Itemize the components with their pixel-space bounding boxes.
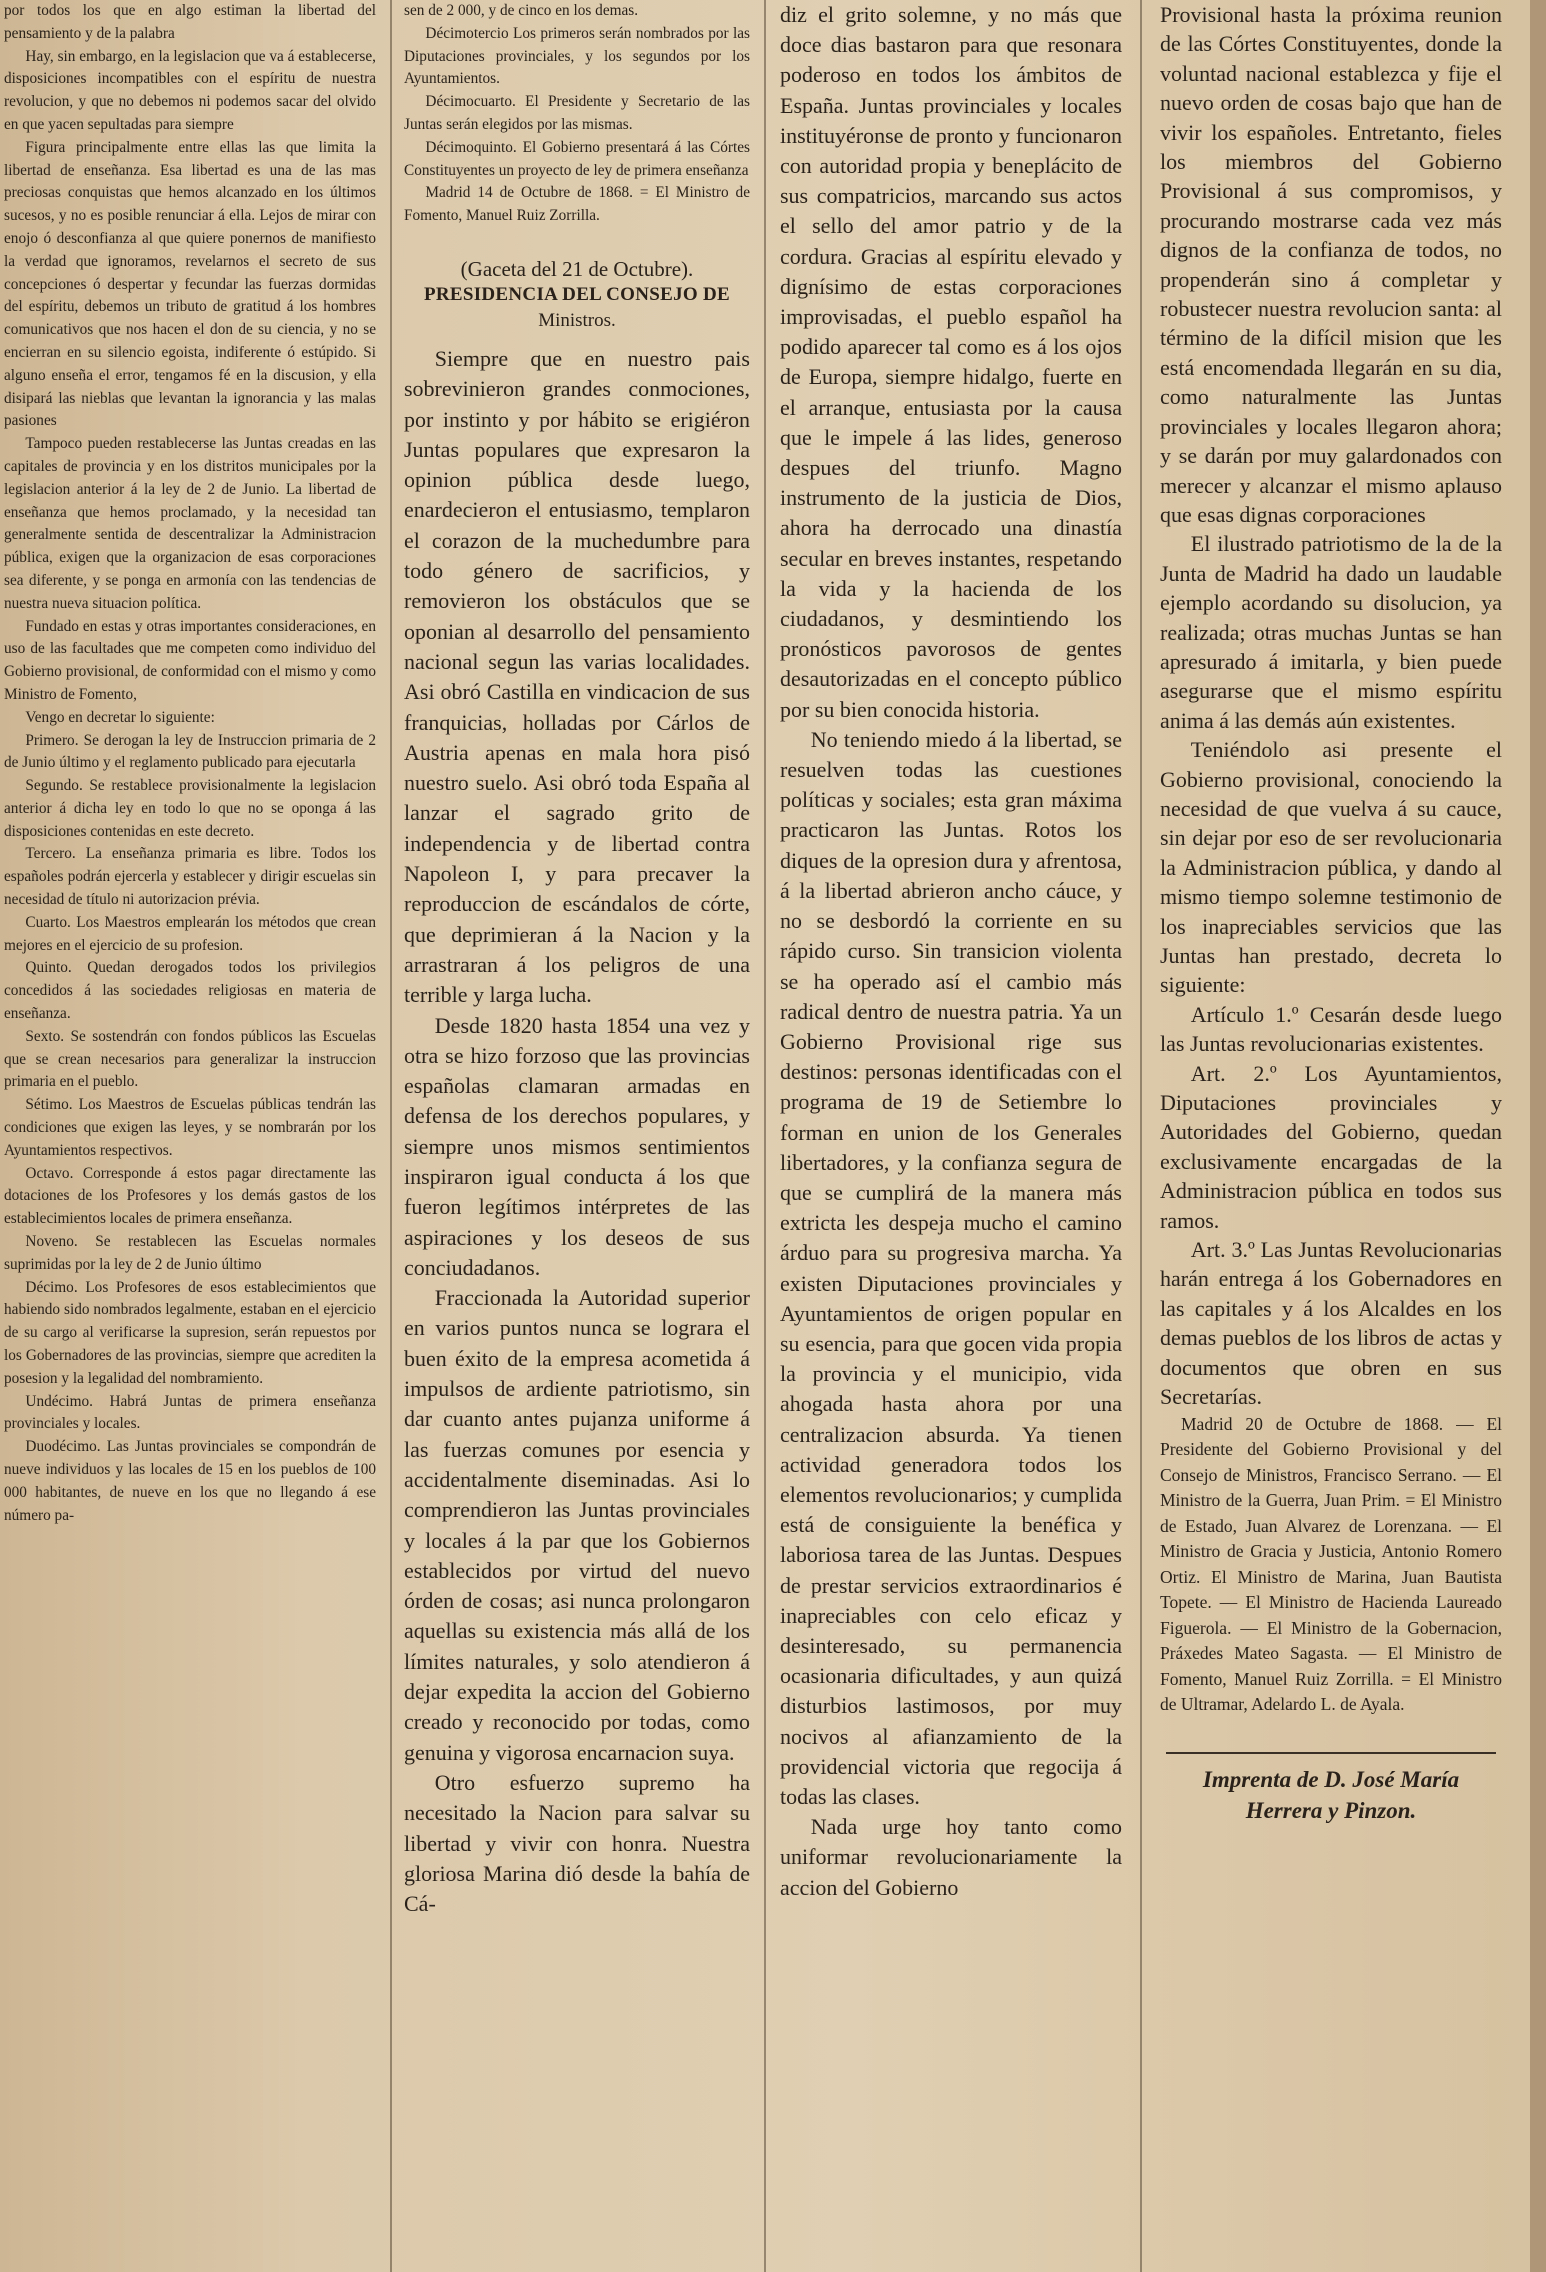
decree-article: Segundo. Se restablece provisionalmente la legislacion anterior á dicha ley en todo lo que no se oponga á las disposiciones contenidas en este decreto.: [4, 777, 376, 840]
decree-article: Cuarto. Los Maestros emplearán los métodos que crean mejores en el ejercicio de su profesion.: [4, 913, 376, 954]
col3-paragraph: No teniendo miedo á la libertad, se resuelven todas las cuestiones políticas y sociales; esta gran máxima practicaron las Juntas. Rotos los diques de la opresion dura y afrentosa, á la libertad abrieron ancho cáuce, y no se desbordó la corriente en su rápido curso. Sin transicion violenta se ha operado así el cambio más radical dentro de nuestra patria. Ya un Gobierno Provisional rige sus destinos: personas identificadas con el programa de 19 de Setiembre lo forman en union de los Generales libertadores, y la confianza segura de que se cumplirá de la manera más extricta les despeja mucho el camino árduo para su progresiva marcha. Ya existen Diputaciones provinciales y Ayuntamientos de origen popular en su esencia, para que gocen vida propia la provincia y el municipio, vida ahogada hasta ahora por una centralizacion absurda. Ya tienen actividad generadora todos los elementos revolucionarios; y cumplida está de consiguiente la benéfica y laboriosa tarea de las Juntas. Despues de prestar servicios extraordinarios é inapreciables con celo eficaz y desinteresado, su permanencia ocasionaria dificultades, y aun quizá disturbios lastimosos, por muy nocivos al afianzamiento de la providencial victoria que regocija á todas las clases.: [780, 726, 1122, 1809]
section-heading: PRESIDENCIA DEL CONSEJO DE: [423, 283, 731, 305]
decree-article: Décimo. Los Profesores de esos establecimientos que habiendo sido nombrados legalmente, estaban en el ejercicio de su cargo al verificarse la supresion, serán repuestos por los Gobernadores de las provincias, siempre que acrediten la posesion y la legalidad del nombramiento.: [4, 1278, 376, 1387]
col2-paragraph: Otro esfuerzo supremo ha necesitado la Nacion para salvar su libertad y vivir con honra. Nuestra gloriosa Marina dió desde la bahía de Cá-: [404, 1769, 750, 1917]
decree-article: Quinto. Quedan derogados todos los privilegios concedidos á las sociedades religiosas en materia de enseñanza.: [4, 959, 376, 1023]
col4-paragraph: El ilustrado patriotismo de la de la Junta de Madrid ha dado un laudable ejemplo acordando su disolucion, ya realizada; otras muchas Juntas se han apresurado á imitarla, y bien puede asegurarse que el mismo espíritu anima á las demás aún existentes.: [1160, 531, 1502, 733]
section-subheading: Ministros.: [538, 309, 616, 331]
decree-article: Artículo 1.º Cesarán desde luego las Juntas revolucionarias existentes.: [1160, 1001, 1502, 1057]
decree-article: Octavo. Corresponde á estos pagar directamente las dotaciones de los Profesores y los demás gastos de los establecimientos locales de primera enseñanza.: [4, 1164, 376, 1228]
decree-article: Décimocuarto. El Presidente y Secretario de las Juntas serán elegidos por las mismas.: [404, 93, 750, 133]
col2-paragraph: Siempre que en nuestro pais sobrevinieron grandes conmociones, por instinto y por hábito se erigiéron Juntas populares que expresaron la opinion pública desde luego, enardecieron el entusiasmo, templaron el corazon de la muchedumbre para todo género de sacrificios, y removieron los obstáculos que se oponian al desarrollo del pensamiento nacional segun las varias localidades. Asi obró Castilla en vindicacion de sus franquicias, holladas por Cárlos de Austria apenas en mala hora pisó nuestro suelo. Asi obró toda España al lanzar el sagrado grito de independencia y de libertad contra Napoleon I, y para precaver la reproduccion de escándalos de córte, que deprimieran á la Nacion y la arrastraran á los peligros de una terrible y larga lucha.: [404, 345, 750, 1008]
ministers-signature: Madrid 20 de Octubre de 1868. — El Presidente del Gobierno Provisional y del Consejo de Ministros, Francisco Serrano. — El Ministro de la Guerra, Juan Prim. = El Ministro de Estado, Juan Alvarez de Lorenzana. — El Ministro de Gracia y Justicia, Antonio Romero Ortiz. El Ministro de Marina, Juan Bautista Topete. — El Ministro de Hacienda Laureado Figuerola. — El Ministro de la Gobernacion, Práxedes Mateo Sagasta. — El Ministro de Fomento, Manuel Ruiz Zorrilla. = El Ministro de Ultramar, Adelardo L. de Ayala.: [1160, 1413, 1502, 1714]
col1-paragraph: Vengo en decretar lo siguiente:: [25, 708, 215, 726]
col3-paragraph: Nada urge hoy tanto como uniformar revolucionariamente la accion del Gobierno: [780, 1814, 1122, 1900]
decree-article: Undécimo. Habrá Juntas de primera enseñanza provinciales y locales.: [4, 1392, 376, 1433]
page-edge: [1530, 0, 1546, 2272]
decree-signature: Madrid 14 de Octubre de 1868. = El Ministro de Fomento, Manuel Ruiz Zorrilla.: [404, 184, 750, 225]
decree-article: Sétimo. Los Maestros de Escuelas públicas tendrán las condiciones que exigen las leyes, y se nombrarán por los Ayuntamientos respectivos.: [4, 1096, 376, 1159]
column-4: [1160, 0, 1502, 2272]
column-3: [780, 0, 1122, 2272]
printer-line: Imprenta de D. José María: [1202, 1766, 1460, 1792]
col4-paragraph: Provisional hasta la próxima reunion de las Córtes Constituyentes, donde la voluntad nacional establezca y fije el nuevo orden de cosas bajo que han de vivir los españoles. Entretanto, fieles los miembros del Gobierno Provisional á sus compromisos, y procurando mostrarse cada vez más dignos de la confianza de todos, no propenderán sino á completar y robustecer nuestra revolucion santa: al término de la difícil mision que les está encomendada llegarán en su dia, como naturalmente las Juntas provinciales y locales llegaron ahora; y se darán por muy galardonados con merecer y alcanzar el mismo aplauso que esas dignas corporaciones: [1160, 2, 1502, 527]
col1-paragraph: Fundado en estas y otras importantes consideraciones, en uso de las facultades que me competen como individuo del Gobierno provisional, de conformidad con el mismo y como Ministro de Fomento,: [4, 617, 376, 703]
col3-paragraph: diz el grito solemne, y no más que doce dias bastaron para que resonara poderoso en todos los ámbitos de España. Juntas provinciales y locales instituyéronse de pronto y funcionaron con autoridad propia y beneplácito de sus compatricios, marcando sus actos el sello del amor patrio y de la cordura. Gracias al espíritu elevado y dignísimo de estas corporaciones improvisadas, el pueblo español ha podido aparecer tal como es á los ojos de Europa, siempre hidalgo, fuerte en el arranque, entusiasta por la causa que le impele á las lides, generoso despues del triunfo. Magno instrumento de la justicia de Dios, ahora ha derrocado una dinastía secular en breves instantes, respetando la vida y la hacienda de los ciudadanos, y desmintiendo los pronósticos pavorosos de gentes desautorizadas en el concepto público por su bien conocida historia.: [780, 2, 1122, 722]
column-2: [404, 0, 750, 2272]
decree-article: Primero. Se derogan la ley de Instruccion primaria de 2 de Junio último y el reglamento publicado para ejecutarla: [4, 731, 376, 772]
decree-article: Art. 3.º Las Juntas Revolucionarias harán entrega á los Gobernadores en las capitales y á los Alcaldes en los demas pueblos de los libros de actas y documentos que obren en sus Secretarías.: [1160, 1237, 1502, 1410]
decree-article: Art. 2.º Los Ayuntamientos, Diputaciones provinciales y Autoridades del Gobierno, quedan exclusivamente encargadas de la Administracion pública en todos sus ramos.: [1160, 1060, 1502, 1233]
decree-article: Duodécimo. Las Juntas provinciales se compondrán de nueve individuos y las locales de 15 en los pueblos de 100 000 habitantes, de nueve en los que no llegando á ese número pa-: [4, 1438, 376, 1524]
col2-paragraph: Desde 1820 hasta 1854 una vez y otra se hizo forzoso que las provincias españolas clamaran armadas en defensa de los derechos populares, y siempre unos mismos sentimientos inspiraron igual conducta á los que fueron legítimos intérpretes de las aspiraciones y los deseos de sus conciudadanos.: [404, 1012, 750, 1280]
decree-article: Tercero. La enseñanza primaria es libre. Todos los españoles podrán ejercerla y establecer y dirigir escuelas sin necesidad de título ni autorizacion prévia.: [4, 845, 376, 909]
col4-paragraph: Teniéndolo asi presente el Gobierno provisional, conociendo la necesidad de que vuelva á su cauce, sin dejar por eso de ser revolucionaria la Administracion pública, y dando al mismo tiempo solemne testimonio de los inapreciables servicios que las Juntas han prestado, decreta lo siguiente:: [1160, 737, 1502, 998]
decree-article: Noveno. Se restablecen las Escuelas normales suprimidas por la ley de 2 de Junio último: [4, 1233, 376, 1273]
decree-article: Sexto. Se sostendrán con fondos públicos las Escuelas que se crean necesarios para generalizar la instruccion primaria en el pueblo.: [4, 1027, 376, 1091]
column-1: [4, 0, 376, 2272]
col1-paragraph: Figura principalmente entre ellas las que limita la libertad de enseñanza. Esa libertad es una de las mas preciosas conquistas que hemos alcanzado en los últimos sucesos, y no es posible renunciar á ella. Lejos de mirar con enojo ó desconfianza al que quiere ponernos de manifiesto la verdad que ignoramos, revelarnos el secreto de sus concepciones ó despertar y fecundar las fuerzas dormidas del espíritu, debemos un tributo de gratitud á los hombres comunicativos que nos hacen el don de su ciencia, y no se encierran en su silencio egoista, indiferente ó estúpido. Si alguno enseña el error, tengamos fé en la discusion, y ella disipará las nieblas que levantan la ignorancia y las malas pasiones: [4, 138, 376, 430]
printer-line: Herrera y Pinzon.: [1245, 1797, 1417, 1823]
col2-paragraph: Fraccionada la Autoridad superior en varios puntos nunca se lograra el buen éxito de la empresa acometida á impulsos de ardiente patriotismo, sin dar cuanto antes pujanza uniforme á las fuerzas comunes por esencia y accidentalmente diseminadas. Asi lo comprendieron las Juntas provinciales y locales á la par que los Gobiernos establecidos por virtud del nuevo órden de cosas; asi nunca prolongaron aquellas su existencia más allá de los límites naturales, y solo atendieron á dejar expedita la accion del Gobierno creado y reconocido por todas, como genuina y vigorosa encarnacion suya.: [404, 1285, 750, 1765]
column-divider: [390, 0, 392, 2272]
gazette-reference: (Gaceta del 21 de Octubre).: [460, 256, 694, 281]
col1-paragraph: por todos los que en algo estiman la libertad del pensamiento y de la palabra: [4, 2, 376, 42]
column-divider: [1140, 0, 1142, 2272]
column-divider: [764, 0, 766, 2272]
decree-article: Décimoquinto. El Gobierno presentará á las Córtes Constituyentes un proyecto de ley de primera enseñanza: [404, 138, 750, 179]
printer-imprint: [1160, 1764, 1502, 1826]
col1-paragraph: Tampoco pueden restablecerse las Juntas creadas en las capitales de provincia y en los distritos municipales por la legislacion anterior á la ley de 2 de Junio. La libertad de enseñanza que hemos proclamado, y la necesidad tan generalmente sentida de descentralizar la Administracion pública, exigen que la organizacion de esas corporaciones sea diferente, y se ponga en armonía con las tendencias de nuestra nueva situacion política.: [4, 435, 376, 612]
decree-article: sen de 2 000, y de cinco en los demas.: [404, 2, 639, 19]
decree-article: Décimotercio Los primeros serán nombrados por las Diputaciones provinciales, y los segundos por los Ayuntamientos.: [404, 24, 750, 88]
printer-divider: [1166, 1752, 1496, 1754]
col1-paragraph: Hay, sin embargo, en la legislacion que va á establecerse, disposiciones incompatibles con el espíritu de nuestra revolucion, y que no debemos ni podemos sacar del olvido en que yacen sepultadas para siempre: [4, 47, 376, 133]
